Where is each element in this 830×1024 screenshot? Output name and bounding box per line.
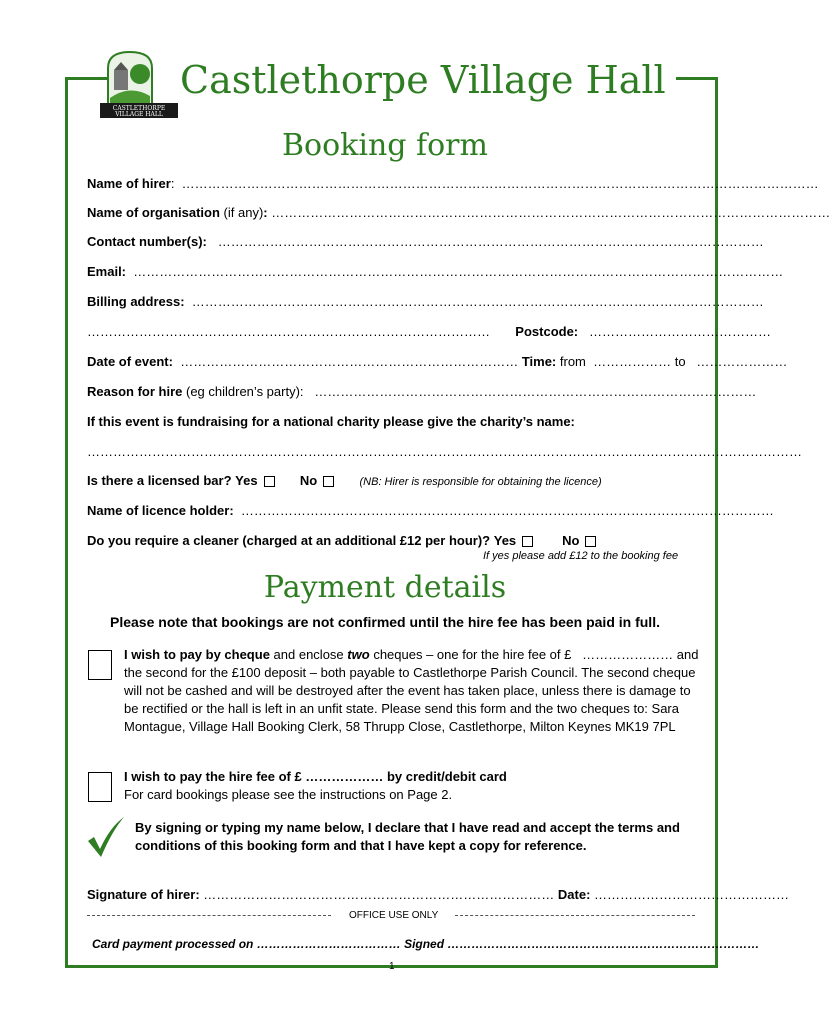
hall-logo (100, 48, 180, 120)
bar-no-checkbox[interactable] (323, 476, 334, 487)
organisation-row[interactable]: Name of organisation (if any): ………………………………………………………………………………………………………………… (87, 205, 830, 220)
hirer-name-row[interactable]: Name of hirer: ………………………………………………………………………………………………………………………………… (87, 176, 819, 191)
billing-row[interactable]: Billing address: …………………………………………………………………………………………………………………… (87, 294, 764, 309)
charity-field[interactable]: ………………………………………………………………………………………………………………………………………………… (87, 444, 802, 459)
postcode-row[interactable]: ………………………………………………………………………………… Postcode: …………………………………… (87, 324, 771, 339)
declaration: By signing or typing my name below, I declare that I have read and accept the terms and conditions of this booking form and that I have kept a copy for reference. (135, 820, 680, 853)
date-time-row[interactable]: Date of event: …………………………………………………………………… Time: from ……………… to ………………… (87, 354, 788, 369)
reason-row[interactable]: Reason for hire (eg children’s party): ………………………………………………………………………………………… (87, 384, 757, 399)
cleaner-note: If yes please add £12 to the booking fee (483, 550, 679, 562)
bar-row: Is there a licensed bar? Yes No (NB: Hirer is responsible for obtaining the licence) (87, 473, 602, 488)
logo-text-2: VILLAGE HALL (115, 111, 163, 118)
page-title: Castlethorpe Village Hall (180, 58, 666, 102)
logo-text-1: CASTLETHORPE (112, 105, 166, 112)
card-option: I wish to pay the hire fee of £ ……………… by credit/debit card For card bookings please see the instructions on Page 2. (124, 769, 507, 802)
cleaner-row: Do you require a cleaner (charged at an additional £12 per hour)? Yes No (87, 533, 596, 548)
cheque-checkbox[interactable] (88, 650, 112, 680)
page-number: 1 (389, 961, 395, 972)
contact-row[interactable]: Contact number(s): ……………………………………………………………………………………………………………… (87, 234, 764, 249)
form-subtitle: Booking form (282, 128, 488, 163)
card-checkbox[interactable] (88, 772, 112, 802)
cheque-option: I wish to pay by cheque and enclose two cheques – one for the hire fee of £ ………………… and the second for the £100 deposit – both payable to Castlethorpe Parish Council. The second cheque will not be cashed and will be destroyed after the event has taken place, unless there is damage to be rectified or the hall is left in an unfit state. Please send this form and the two cheques to: Sara Montague, Village Hall Booking Clerk, 58 Thrupp Close, Castlethorpe, Milton Keynes MK19 7PL (124, 647, 699, 734)
checkmark-icon (86, 815, 126, 859)
charity-label: If this event is fundraising for a national charity please give the charity’s name: (87, 414, 575, 429)
bar-yes-checkbox[interactable] (264, 476, 275, 487)
cleaner-no-checkbox[interactable] (585, 536, 596, 547)
email-row[interactable]: Email: …………………………………………………………………………………………………………………………………… (87, 264, 784, 279)
office-use-divider (87, 910, 697, 922)
card-processed-row[interactable]: Card payment processed on ……………………………… Signed …………………………………………………………………… (92, 937, 760, 951)
payment-heading: Payment details (263, 570, 507, 605)
licence-holder-row[interactable]: Name of licence holder: …………………………………………………………………………………………………………… (87, 503, 774, 518)
signature-row[interactable]: Signature of hirer: ……………………………………………………………………… Date: ……………………………………… (87, 887, 790, 902)
office-use-label: OFFICE USE ONLY (349, 910, 439, 921)
cleaner-yes-checkbox[interactable] (522, 536, 533, 547)
payment-notice: Please note that bookings are not confirmed until the hire fee has been paid in full. (110, 614, 660, 630)
